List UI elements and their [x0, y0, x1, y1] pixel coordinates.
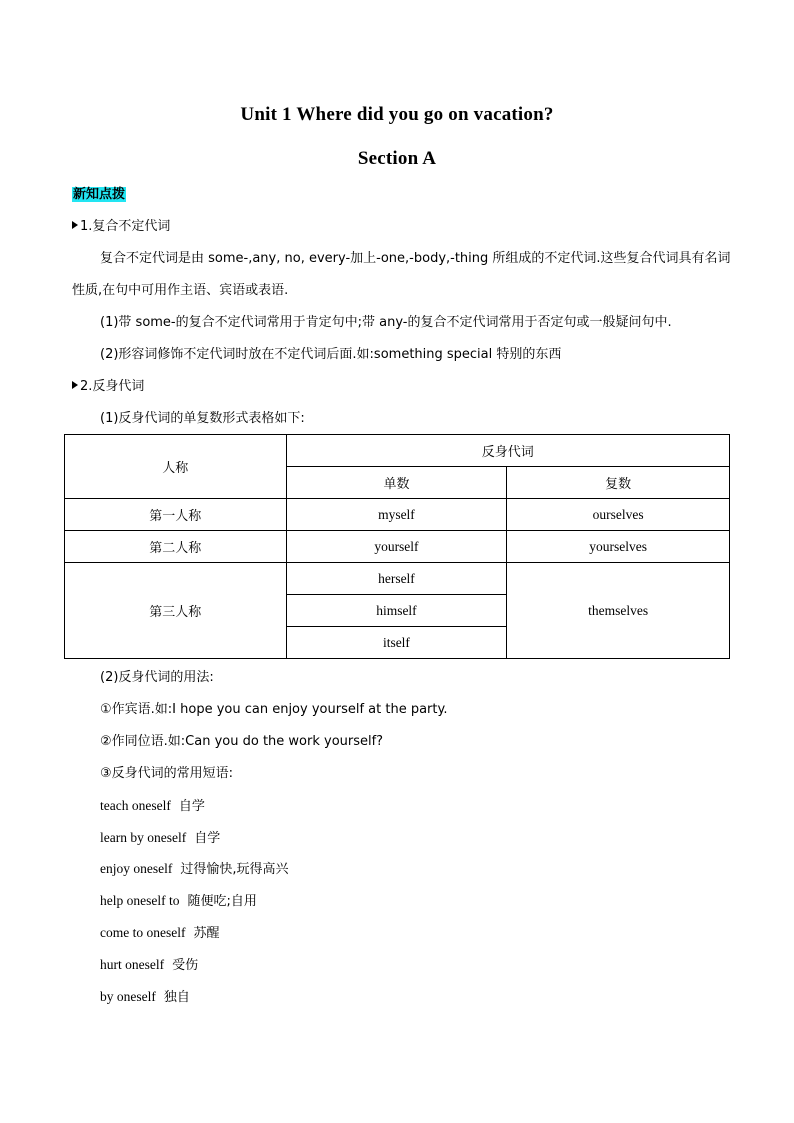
sec1-paragraph-line1: 复合不定代词是由 some-,any, no, every-加上-one,-body,-thing 所组成的不定代词.这些复合代词具有名词	[100, 251, 731, 266]
singular-header: 单数	[286, 467, 507, 499]
row1-person: 第一人称	[65, 499, 287, 531]
phrase-item	[100, 956, 198, 975]
section-title: Section A	[357, 148, 437, 169]
reflexive-header: 反身代词	[286, 435, 729, 467]
sec1-heading	[72, 218, 170, 236]
sec2-heading	[72, 378, 144, 396]
sec2-heading-text: 2.反身代词	[80, 379, 145, 394]
phrase-en: by oneself	[100, 989, 156, 1004]
table-row	[65, 563, 730, 595]
triangle-bullet-icon	[72, 381, 78, 389]
row2-plural: yourselves	[507, 531, 730, 563]
phrase-zh: 独自	[163, 990, 190, 1005]
phrase-item	[100, 892, 257, 911]
triangle-bullet-icon	[72, 221, 78, 229]
row3-singular-herself: herself	[286, 563, 507, 595]
sec1-heading-text: 1.复合不定代词	[80, 219, 171, 234]
row3-plural: themselves	[507, 563, 730, 659]
phrase-item	[100, 860, 289, 879]
usage-heading: (2)反身代词的用法:	[100, 670, 214, 685]
sec1-paragraph-line2: 性质,在句中可用作主语、宾语或表语.	[72, 283, 289, 298]
person-header: 人称	[65, 435, 287, 499]
phrase-zh: 过得愉快,玩得高兴	[180, 862, 289, 877]
sec1-point1: (1)带 some-的复合不定代词常用于肯定句中;带 any-的复合不定代词常用于否定句或一般疑问句中.	[100, 315, 672, 330]
row1-singular: myself	[286, 499, 507, 531]
phrase-item	[100, 924, 220, 943]
phrase-zh: 苏醒	[193, 926, 220, 941]
row2-singular: yourself	[286, 531, 507, 563]
table-row	[65, 499, 730, 531]
table-header-row	[65, 435, 730, 467]
sec1-point2: (2)形容词修饰不定代词时放在不定代词后面.如:something special 特别的东西	[100, 347, 562, 362]
new-knowledge-tag	[72, 186, 126, 204]
phrase-item	[100, 988, 190, 1007]
row3-singular-itself: itself	[286, 627, 507, 659]
row3-person: 第三人称	[65, 563, 287, 659]
phrase-en: come to oneself	[100, 925, 186, 940]
tag-label: 新知点拨	[73, 187, 126, 202]
phrase-item	[100, 829, 220, 848]
row1-plural: ourselves	[507, 499, 730, 531]
reflexive-pronoun-table	[64, 434, 730, 659]
plural-header: 复数	[507, 467, 730, 499]
row2-person: 第二人称	[65, 531, 287, 563]
phrase-en: enjoy oneself	[100, 861, 173, 876]
phrase-zh: 自学	[194, 831, 221, 846]
table-row	[65, 531, 730, 563]
phrase-item	[100, 797, 205, 816]
phrase-en: hurt oneself	[100, 957, 165, 972]
usage-3: ③反身代词的常用短语:	[100, 766, 234, 781]
phrase-en: help oneself to	[100, 893, 180, 908]
row3-singular-himself: himself	[286, 595, 507, 627]
usage-1: ①作宾语.如:I hope you can enjoy yourself at the party.	[100, 702, 448, 717]
usage-2: ②作同位语.如:Can you do the work yourself?	[100, 734, 384, 749]
phrase-zh: 自学	[178, 799, 205, 814]
phrase-en: learn by oneself	[100, 830, 187, 845]
page-title: Unit 1 Where did you go on vacation?	[240, 104, 554, 125]
phrase-en: teach oneself	[100, 798, 171, 813]
phrase-zh: 随便吃;自用	[187, 894, 257, 909]
phrase-zh: 受伤	[172, 958, 199, 973]
table-intro: (1)反身代词的单复数形式表格如下:	[100, 411, 305, 426]
